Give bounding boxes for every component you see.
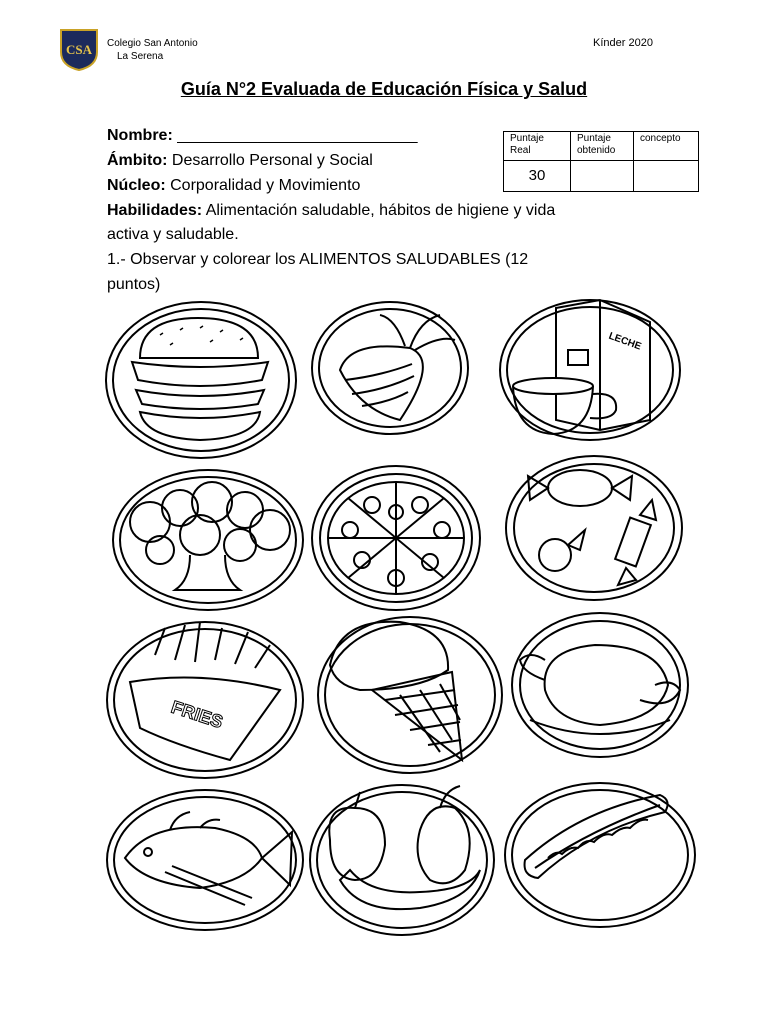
habilidades-label: Habilidades: [107,202,203,219]
icecream-plate[interactable] [318,617,502,773]
nucleo-line [107,177,360,195]
habilidades-line-2: activa y saludable. [107,226,239,243]
broccoli-plate[interactable] [113,470,303,610]
nucleo-label: Núcleo: [107,177,166,194]
hotdog-plate[interactable] [505,783,695,927]
school-logo [57,26,101,72]
fries-plate[interactable] [107,622,303,778]
instruction-line-1: 1.- Observar y colorear los ALIMENTOS SALUDABLES (12 [107,251,529,268]
fish-plate[interactable] [107,790,303,930]
food-grid [0,295,768,975]
school-city: La Serena [117,51,164,62]
habilidades-line [107,202,555,220]
ambito-line [107,152,373,170]
logo-letters: CSA [65,42,93,57]
carrot-plate[interactable] [312,302,468,434]
pizza-plate[interactable] [312,466,480,610]
score-value-real: 30 [504,161,571,192]
candy-plate[interactable] [506,456,682,600]
habilidades-value: Alimentación saludable, hábitos de higiene y vida [202,202,556,219]
nombre-line [107,127,417,145]
milk-label: LECHE [607,330,643,353]
milk-plate[interactable] [500,300,680,440]
score-value-obtenido[interactable] [571,161,634,192]
nombre-label: Nombre: [107,127,173,144]
page-title: Guía N°2 Evaluada de Educación Física y Salud [180,79,588,99]
school-name: Colegio San Antonio [107,38,198,49]
hamburger-plate[interactable] [106,302,296,458]
grade-level: Kínder 2020 [593,37,653,49]
score-header-obtenido: Puntaje obtenido [571,132,634,161]
ambito-value: Desarrollo Personal y Social [167,152,373,169]
ambito-label: Ámbito: [107,152,168,169]
instruction-line-2: puntos) [107,276,161,293]
score-table [503,131,699,192]
score-header-concepto: concepto [634,132,699,161]
fruits-plate[interactable] [310,785,494,935]
score-header-real: Puntaje Real [504,132,571,161]
nucleo-value: Corporalidad y Movimiento [165,177,361,194]
fries-label: FRIES [168,696,226,733]
score-value-concepto[interactable] [634,161,699,192]
nombre-field[interactable]: ___________________________ [172,127,418,144]
chicken-plate[interactable] [512,613,688,757]
